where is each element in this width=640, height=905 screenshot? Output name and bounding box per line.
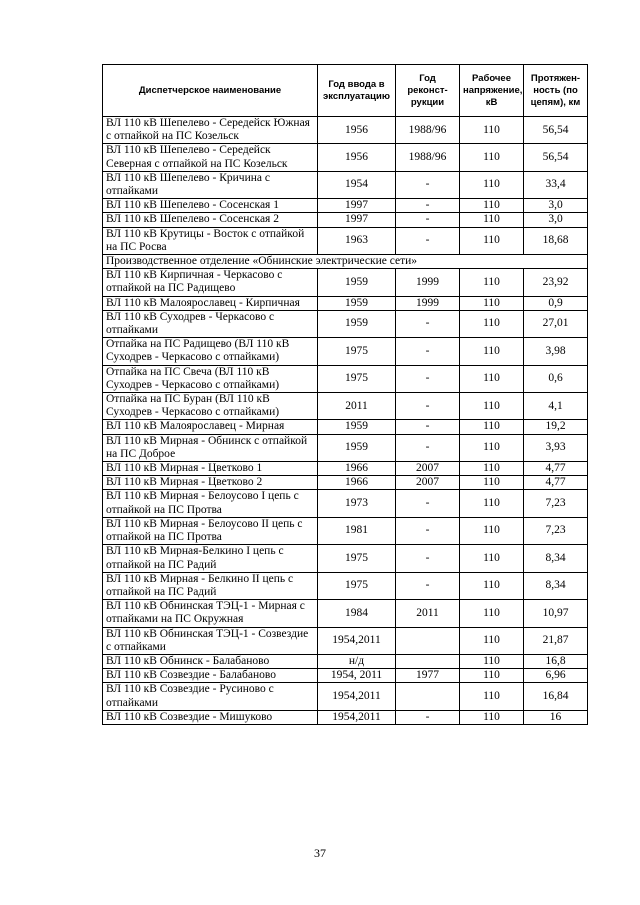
cell-voltage: 110 <box>460 517 524 544</box>
cell-year-reconstruction: - <box>396 490 460 517</box>
cell-year-in-service: 1959 <box>318 434 396 461</box>
table-row <box>103 517 588 544</box>
cell-year-reconstruction <box>396 683 460 710</box>
cell-voltage: 110 <box>460 310 524 337</box>
cell-length: 6,96 <box>524 669 588 683</box>
table-row <box>103 434 588 461</box>
cell-voltage: 110 <box>460 600 524 627</box>
cell-voltage: 110 <box>460 393 524 420</box>
cell-voltage: 110 <box>460 365 524 392</box>
cell-voltage: 110 <box>460 171 524 198</box>
cell-voltage: 110 <box>460 269 524 296</box>
cell-name: ВЛ 110 кВ Созвездие - Мишуково <box>103 710 318 724</box>
cell-length: 3,0 <box>524 199 588 213</box>
cell-year-in-service: 1973 <box>318 490 396 517</box>
header-year-in-service: Год ввода в эксплуатацию <box>318 65 396 117</box>
cell-year-reconstruction: - <box>396 338 460 365</box>
cell-name: ВЛ 110 кВ Мирная - Белоусово II цепь с отпайкой на ПС Протва <box>103 517 318 544</box>
cell-voltage: 110 <box>460 572 524 599</box>
cell-year-reconstruction: - <box>396 227 460 254</box>
cell-name: ВЛ 110 кВ Мирная - Обнинск с отпайкой на ПС Доброе <box>103 434 318 461</box>
cell-year-reconstruction: - <box>396 171 460 198</box>
cell-year-in-service: 1981 <box>318 517 396 544</box>
table-row <box>103 669 588 683</box>
cell-length: 4,77 <box>524 476 588 490</box>
cell-year-reconstruction: 2007 <box>396 476 460 490</box>
cell-year-in-service: 1963 <box>318 227 396 254</box>
cell-length: 7,23 <box>524 517 588 544</box>
header-length: Протяжен-ность (по цепям), км <box>524 65 588 117</box>
cell-voltage: 110 <box>460 199 524 213</box>
cell-name: ВЛ 110 кВ Обнинск - Балабаново <box>103 654 318 668</box>
cell-length: 19,2 <box>524 420 588 434</box>
header-name: Диспетчерское наименование <box>103 65 318 117</box>
cell-length: 8,34 <box>524 545 588 572</box>
table-row <box>103 338 588 365</box>
table-row <box>103 393 588 420</box>
table-row <box>103 420 588 434</box>
cell-year-in-service: 1956 <box>318 144 396 171</box>
section-row <box>103 255 588 269</box>
table-row <box>103 476 588 490</box>
cell-voltage: 110 <box>460 654 524 668</box>
table-row <box>103 117 588 144</box>
table-body <box>103 117 588 725</box>
cell-length: 56,54 <box>524 144 588 171</box>
table-row <box>103 462 588 476</box>
cell-year-in-service: 1959 <box>318 269 396 296</box>
cell-voltage: 110 <box>460 669 524 683</box>
cell-length: 3,98 <box>524 338 588 365</box>
cell-voltage: 110 <box>460 490 524 517</box>
cell-year-reconstruction <box>396 627 460 654</box>
cell-length: 8,34 <box>524 572 588 599</box>
cell-year-in-service: 1984 <box>318 600 396 627</box>
power-lines-table <box>102 64 588 725</box>
table-row <box>103 600 588 627</box>
cell-name: ВЛ 110 кВ Мирная - Цветково 2 <box>103 476 318 490</box>
cell-year-reconstruction: 2011 <box>396 600 460 627</box>
cell-year-in-service: 1954,2011 <box>318 683 396 710</box>
cell-year-in-service: 1975 <box>318 545 396 572</box>
table-row <box>103 490 588 517</box>
cell-year-in-service: 1959 <box>318 296 396 310</box>
cell-year-in-service: 1959 <box>318 420 396 434</box>
cell-year-in-service: 1959 <box>318 310 396 337</box>
cell-year-in-service: 1954,2011 <box>318 710 396 724</box>
cell-name: Отпайка на ПС Радищево (ВЛ 110 кВ Суходрев - Черкасово с отпайками) <box>103 338 318 365</box>
cell-year-in-service: 1975 <box>318 365 396 392</box>
cell-length: 3,0 <box>524 213 588 227</box>
cell-length: 7,23 <box>524 490 588 517</box>
table-row <box>103 227 588 254</box>
cell-name: ВЛ 110 кВ Мирная - Белоусово I цепь с отпайкой на ПС Протва <box>103 490 318 517</box>
cell-year-in-service: 1975 <box>318 572 396 599</box>
section-title: Производственное отделение «Обнинские электрические сети» <box>103 255 588 269</box>
cell-length: 16,84 <box>524 683 588 710</box>
cell-year-reconstruction <box>396 654 460 668</box>
cell-year-reconstruction: - <box>396 710 460 724</box>
cell-year-in-service: 1966 <box>318 462 396 476</box>
cell-year-reconstruction: - <box>396 365 460 392</box>
cell-year-in-service: 1956 <box>318 117 396 144</box>
cell-year-in-service: 1997 <box>318 199 396 213</box>
cell-length: 10,97 <box>524 600 588 627</box>
cell-year-in-service: 1954,2011 <box>318 627 396 654</box>
cell-length: 56,54 <box>524 117 588 144</box>
table-row <box>103 710 588 724</box>
table-row <box>103 654 588 668</box>
cell-length: 16 <box>524 710 588 724</box>
cell-voltage: 110 <box>460 627 524 654</box>
table-header-row <box>103 65 588 117</box>
table-row <box>103 144 588 171</box>
cell-name: ВЛ 110 кВ Малоярославец - Мирная <box>103 420 318 434</box>
cell-name: Отпайка на ПС Буран (ВЛ 110 кВ Суходрев - Черкасово с отпайками) <box>103 393 318 420</box>
cell-year-reconstruction: 1999 <box>396 296 460 310</box>
cell-year-reconstruction: 1977 <box>396 669 460 683</box>
table-row <box>103 310 588 337</box>
cell-voltage: 110 <box>460 144 524 171</box>
cell-length: 18,68 <box>524 227 588 254</box>
cell-name: Отпайка на ПС Свеча (ВЛ 110 кВ Суходрев - Черкасово с отпайками) <box>103 365 318 392</box>
cell-name: ВЛ 110 кВ Шепелево - Сосенская 1 <box>103 199 318 213</box>
cell-name: ВЛ 110 кВ Созвездие - Балабаново <box>103 669 318 683</box>
cell-voltage: 110 <box>460 476 524 490</box>
cell-length: 4,77 <box>524 462 588 476</box>
cell-voltage: 110 <box>460 420 524 434</box>
cell-name: ВЛ 110 кВ Мирная - Цветково 1 <box>103 462 318 476</box>
cell-length: 33,4 <box>524 171 588 198</box>
table-row <box>103 213 588 227</box>
cell-name: ВЛ 110 кВ Созвездие - Русиново с отпайками <box>103 683 318 710</box>
table-row <box>103 545 588 572</box>
cell-voltage: 110 <box>460 434 524 461</box>
cell-name: ВЛ 110 кВ Шепелево - Кричина с отпайками <box>103 171 318 198</box>
cell-year-reconstruction: - <box>396 517 460 544</box>
cell-year-in-service: 1954 <box>318 171 396 198</box>
cell-voltage: 110 <box>460 296 524 310</box>
cell-year-in-service: н/д <box>318 654 396 668</box>
cell-year-reconstruction: - <box>396 199 460 213</box>
cell-voltage: 110 <box>460 683 524 710</box>
cell-year-reconstruction: - <box>396 572 460 599</box>
cell-year-in-service: 1975 <box>318 338 396 365</box>
cell-voltage: 110 <box>460 462 524 476</box>
cell-name: ВЛ 110 кВ Обнинская ТЭЦ-1 - Созвездие с отпайками <box>103 627 318 654</box>
table-row <box>103 199 588 213</box>
cell-voltage: 110 <box>460 338 524 365</box>
table-row <box>103 171 588 198</box>
cell-year-in-service: 1997 <box>318 213 396 227</box>
cell-name: ВЛ 110 кВ Кирпичная - Черкасово с отпайкой на ПС Радищево <box>103 269 318 296</box>
cell-name: ВЛ 110 кВ Обнинская ТЭЦ-1 - Мирная с отпайками на ПС Окружная <box>103 600 318 627</box>
table-row <box>103 365 588 392</box>
cell-year-reconstruction: - <box>396 434 460 461</box>
table-row <box>103 572 588 599</box>
table-row <box>103 269 588 296</box>
cell-name: ВЛ 110 кВ Мирная-Белкино I цепь с отпайкой на ПС Радий <box>103 545 318 572</box>
cell-year-reconstruction: - <box>396 310 460 337</box>
cell-voltage: 110 <box>460 710 524 724</box>
cell-voltage: 110 <box>460 227 524 254</box>
table-row <box>103 296 588 310</box>
cell-length: 21,87 <box>524 627 588 654</box>
cell-name: ВЛ 110 кВ Шепелево - Середейск Северная с отпайкой на ПС Козельск <box>103 144 318 171</box>
cell-length: 0,6 <box>524 365 588 392</box>
cell-name: ВЛ 110 кВ Суходрев - Черкасово с отпайками <box>103 310 318 337</box>
cell-year-reconstruction: - <box>396 545 460 572</box>
cell-voltage: 110 <box>460 545 524 572</box>
cell-name: ВЛ 110 кВ Крутицы - Восток с отпайкой на ПС Росва <box>103 227 318 254</box>
cell-year-reconstruction: 1999 <box>396 269 460 296</box>
cell-name: ВЛ 110 кВ Шепелево - Сосенская 2 <box>103 213 318 227</box>
cell-year-in-service: 1966 <box>318 476 396 490</box>
cell-length: 4,1 <box>524 393 588 420</box>
cell-year-reconstruction: - <box>396 420 460 434</box>
cell-name: ВЛ 110 кВ Шепелево - Середейск Южная с отпайкой на ПС Козельск <box>103 117 318 144</box>
header-year-reconstruction: Год реконст-рукции <box>396 65 460 117</box>
cell-year-reconstruction: - <box>396 393 460 420</box>
cell-year-reconstruction: - <box>396 213 460 227</box>
cell-voltage: 110 <box>460 117 524 144</box>
cell-year-reconstruction: 1988/96 <box>396 117 460 144</box>
cell-voltage: 110 <box>460 213 524 227</box>
cell-name: ВЛ 110 кВ Мирная - Белкино II цепь с отпайкой на ПС Радий <box>103 572 318 599</box>
table-row <box>103 683 588 710</box>
page-number: 37 <box>314 846 326 860</box>
cell-length: 0,9 <box>524 296 588 310</box>
cell-year-reconstruction: 1988/96 <box>396 144 460 171</box>
cell-year-reconstruction: 2007 <box>396 462 460 476</box>
header-voltage: Рабочее напряжение, кВ <box>460 65 524 117</box>
cell-length: 27,01 <box>524 310 588 337</box>
cell-year-in-service: 2011 <box>318 393 396 420</box>
table-row <box>103 627 588 654</box>
cell-length: 16,8 <box>524 654 588 668</box>
cell-year-in-service: 1954, 2011 <box>318 669 396 683</box>
cell-name: ВЛ 110 кВ Малоярославец - Кирпичная <box>103 296 318 310</box>
cell-length: 23,92 <box>524 269 588 296</box>
cell-length: 3,93 <box>524 434 588 461</box>
